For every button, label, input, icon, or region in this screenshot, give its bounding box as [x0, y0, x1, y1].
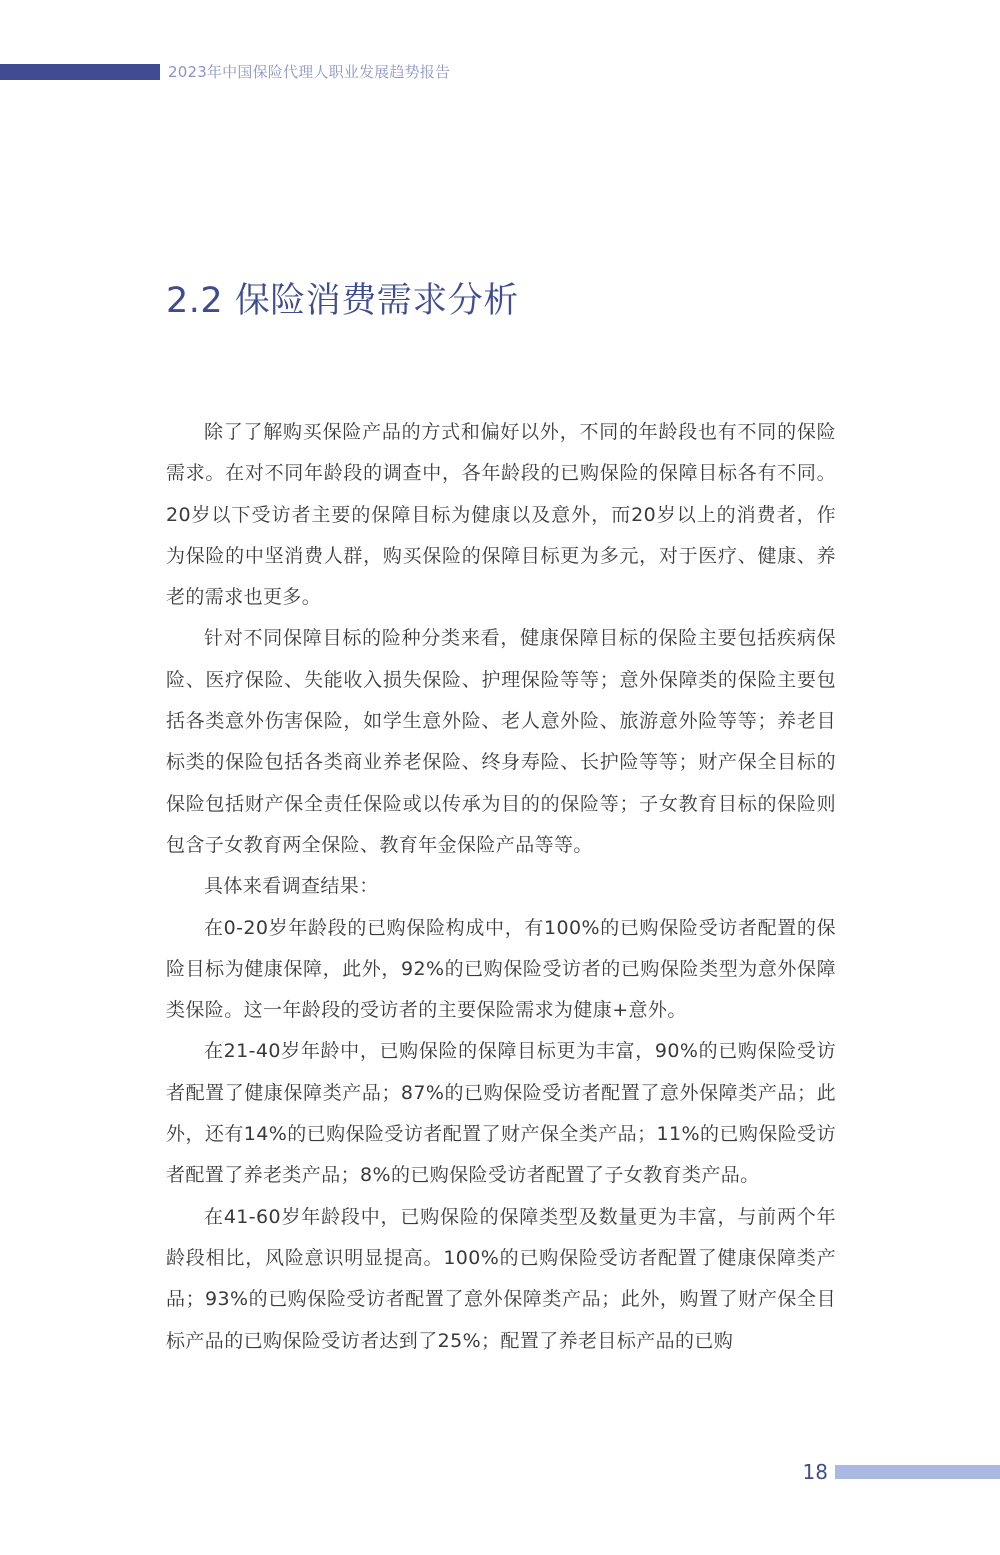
paragraph-results-lead: 具体来看调查结果： [204, 875, 379, 898]
paragraph-age-0-20: 在0-20岁年龄段的已购保险构成中，有100%的已购保险受访者配置的保险目标为健康保障，此外，92%的已购保险受访者的已购保险类型为意外保障类保险。这一年龄段的受访者的主要保险需求为健康+意外。 [166, 916, 836, 1022]
section-heading: 2.2 保险消费需求分析 [166, 281, 519, 321]
report-title: 2023年中国保险代理人职业发展趋势报告 [168, 63, 451, 81]
paragraph-age-21-40: 在21-40岁年龄中，已购保险的保障目标更为丰富，90%的已购保险受访者配置了健康保障类产品；87%的已购保险受访者配置了意外保障类产品；此外，还有14%的已购保险受访者配置了财产保全类产品；11%的已购保险受访者配置了养老类产品；8%的已购保险受访者配置了子女教育类产品。 [166, 1040, 836, 1187]
footer-accent-bar [835, 1465, 1000, 1479]
paragraph-age-41-60: 在41-60岁年龄段中，已购保险的保障类型及数量更为丰富，与前两个年龄段相比，风险意识明显提高。100%的已购保险受访者配置了健康保障类产品；93%的已购保险受访者配置了意外保障类产品；此外，购置了财产保全目标产品的已购保险受访者达到了25%；配置了养老目标产品的已购 [166, 1205, 836, 1352]
header-accent-bar [0, 64, 160, 80]
page-number: 18 [802, 1460, 828, 1484]
body-text [166, 412, 836, 1362]
paragraph-intro: 除了了解购买保险产品的方式和偏好以外，不同的年龄段也有不同的保险需求。在对不同年龄段的调查中，各年龄段的已购保险的保障目标各有不同。20岁以下受访者主要的保障目标为健康以及意外，而20岁以上的消费者，作为保险的中坚消费人群，购买保险的保障目标更为多元，对于医疗、健康、养老的需求也更多。 [166, 421, 836, 609]
paragraph-classification: 针对不同保障目标的险种分类来看，健康保障目标的保险主要包括疾病保险、医疗保险、失能收入损失保险、护理保险等等；意外保障类的保险主要包括各类意外伤害保险，如学生意外险、老人意外险、旅游意外险等等；养老目标类的保险包括各类商业养老保险、终身寿险、长护险等等；财产保全目标的保险包括财产保全责任保险或以传承为目的的保险等；子女教育目标的保险则包含子女教育两全保险、教育年金保险产品等等。 [166, 627, 836, 856]
